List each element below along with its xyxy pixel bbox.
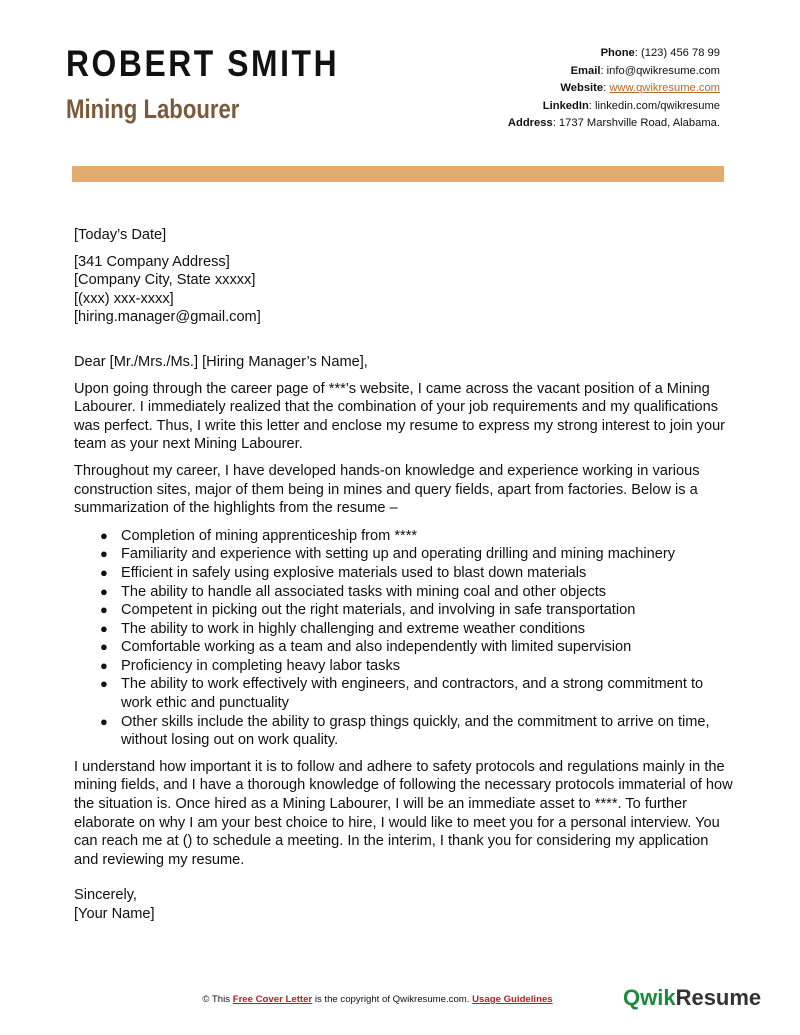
address-line: [(xxx) xxx-xxxx] [74,290,174,307]
bullet-icon: ● [100,583,108,599]
contact-value: 1737 Marshville Road, Alabama. [558,117,720,130]
applicant-name: ROBERT SMITH [66,43,340,84]
bullet-icon: ● [100,527,108,543]
paragraph-2: Throughout my career, I have developed hands-on knowledge and experience working in various construction sites, major of them being in mines and query fields, apart from factories. Below is a summarization of the highlights from the resume – [74,462,700,517]
list-item-text: Proficiency in completing heavy labor tasks [121,657,401,674]
list-item [74,601,734,620]
list-item-text: Competent in picking out the right materials, and involving in safe transportation [121,602,636,619]
bullet-icon: ● [100,639,108,655]
letter-body [74,226,734,924]
paragraph-3: I understand how important it is to follow and adhere to safety protocols and regulations mainly in the mining fields, and I have a thorough knowledge of following the necessary protocols immaterial of how the situation is. Once hired as a Mining Labourer, I will be an immediate asset to ****. To further elaborate on why I am your best choice to hire, I would like to meet you for a personal interview. You can reach me at () to schedule a meeting. In the interim, I thank you for considering my application and reviewing my resume. [74,758,733,868]
logo-resume: Resume [675,985,762,1010]
list-item [74,527,734,546]
list-item-text: Efficient in safely using explosive materials used to blast down materials [121,564,587,581]
list-item-text: Comfortable working as a team and also independently with limited supervision [121,639,632,656]
list-item [74,545,734,564]
website-link[interactable]: www.qwikresume.com [609,82,720,95]
contact-value: (123) 456 78 99 [641,47,720,59]
list-item-text: The ability to work effectively with engineers, and contractors, and a strong commitment to work ethic and punctuality [121,676,704,712]
job-title: Mining Labourer [66,94,240,124]
bullet-icon: ● [100,676,108,692]
qwikresume-logo [623,985,761,1011]
bullet-icon: ● [100,620,108,636]
closing: Sincerely, [74,887,137,904]
bullet-icon: ● [100,657,108,673]
bullet-icon: ● [100,602,108,618]
contact-label: Address [507,117,553,130]
address-line: [hiring.manager@gmail.com] [74,309,261,326]
address-line: [Company City, State xxxxx] [74,272,256,289]
salutation: Dear [Mr./Mrs./Ms.] [Hiring Manager’s Name], [74,353,368,370]
contact-email: Email: info@qwikresume.com [570,64,720,77]
list-item-text: Other skills include the ability to grasp things quickly, and the commitment to arrive on time, without losing out on work quality. [121,713,710,749]
contact-value: info@qwikresume.com [606,64,720,77]
contact-label: Email [570,64,601,77]
list-item-text: The ability to work in highly challenging and extreme weather conditions [121,620,586,637]
contact-label: Phone [600,47,635,59]
list-item [74,638,734,657]
free-cover-letter-link[interactable]: Free Cover Letter [232,994,313,1005]
footer-middle: is the copyright of Qwikresume.com. [314,994,470,1005]
paragraph-1: Upon going through the career page of ***’s website, I came across the vacant position of a Mining Labourer. I immediately realized that the combination of your job requirements and my qualifications was perfect. Thus, I write this letter and enclose my resume to express my strong interest to join your team as your next Mining Labourer. [74,380,726,453]
logo-qwik: Qwik [623,985,676,1010]
list-item [74,583,734,602]
bullet-icon: ● [100,713,108,729]
contact-value: linkedin.com/qwikresume [595,99,720,112]
signature: [Your Name] [74,906,155,922]
highlights-list [74,527,734,750]
list-item [74,713,734,750]
list-item [74,657,734,676]
address-line: [341 Company Address] [74,253,230,270]
recipient-address [74,253,734,327]
contact-label: Website [560,82,604,95]
bullet-icon: ● [100,564,108,580]
list-item-text: Completion of mining apprenticeship from **** [121,527,418,544]
contact-website: Website: www.qwikresume.com [560,82,720,95]
contact-phone: Phone: (123) 456 78 99 [600,47,720,59]
contact-linkedin: LinkedIn: linkedin.com/qwikresume [542,99,720,112]
contact-block [508,45,720,133]
bullet-icon: ● [100,546,108,562]
letter-date: [Today’s Date] [74,227,167,243]
contact-address: Address: 1737 Marshville Road, Alabama. [507,117,720,130]
list-item [74,675,734,712]
footer-prefix: © This [202,994,231,1005]
list-item-text: Familiarity and experience with setting up and operating drilling and mining machinery [121,546,676,563]
contact-label: LinkedIn [542,99,589,112]
list-item [74,620,734,639]
list-item [74,564,734,583]
usage-guidelines-link[interactable]: Usage Guidelines [472,994,553,1005]
list-item-text: The ability to handle all associated tasks with mining coal and other objects [121,583,607,600]
accent-divider [72,166,724,182]
